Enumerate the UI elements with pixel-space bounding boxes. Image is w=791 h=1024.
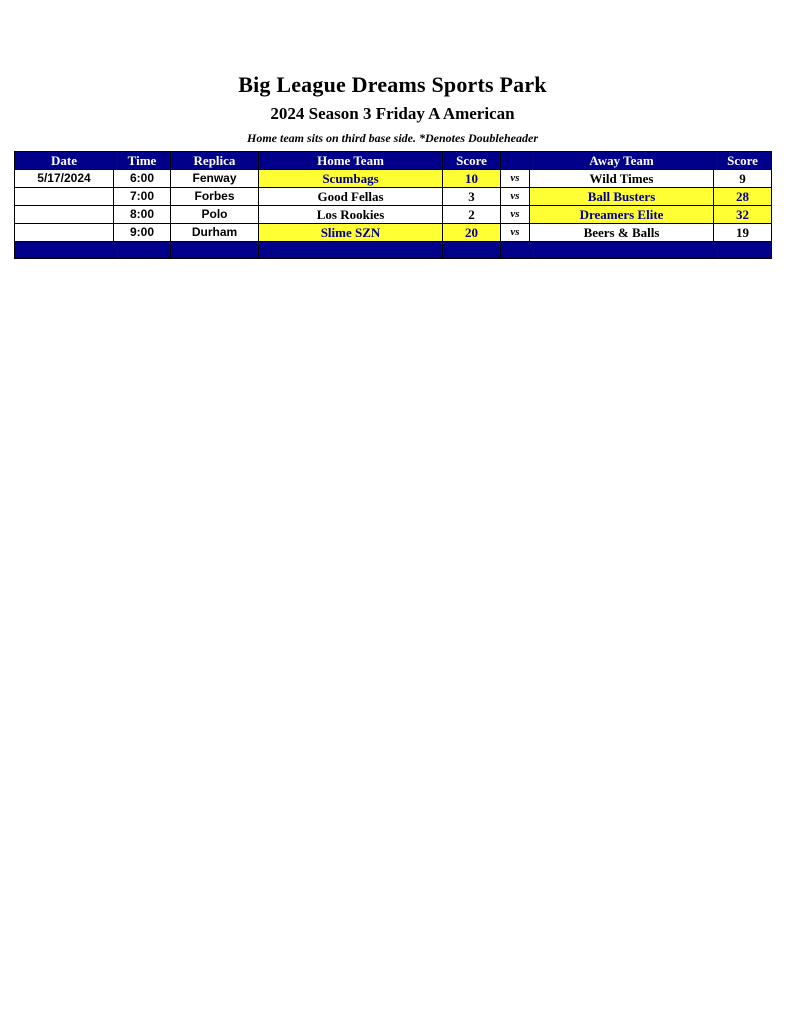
footer-cell [259, 242, 443, 259]
footer-cell [171, 242, 259, 259]
away-score: 32 [714, 206, 772, 224]
col-header-time: Time [114, 152, 171, 170]
col-header-date: Date [15, 152, 114, 170]
game-date: 5/17/2024 [15, 170, 114, 188]
page-subtitle: 2024 Season 3 Friday A American [270, 104, 515, 123]
home-score: 10 [443, 170, 501, 188]
col-header-home-score: Score [443, 152, 501, 170]
footer-cell [443, 242, 501, 259]
col-header-away-team: Away Team [530, 152, 714, 170]
table-row [15, 224, 772, 242]
away-score: 9 [714, 170, 772, 188]
away-team: Ball Busters [530, 188, 714, 206]
game-time: 6:00 [114, 170, 171, 188]
game-date [15, 224, 114, 242]
vs-label: vs [501, 170, 530, 188]
page-title: Big League Dreams Sports Park [238, 72, 547, 97]
home-score: 20 [443, 224, 501, 242]
home-team: Good Fellas [259, 188, 443, 206]
home-score: 2 [443, 206, 501, 224]
footer-cell [530, 242, 714, 259]
footer-cell [714, 242, 772, 259]
vs-label: vs [501, 188, 530, 206]
footer-cell [501, 242, 530, 259]
home-team: Slime SZN [259, 224, 443, 242]
schedule-table [14, 151, 772, 259]
game-replica: Fenway [171, 170, 259, 188]
game-date [15, 206, 114, 224]
away-team: Dreamers Elite [530, 206, 714, 224]
table-row [15, 188, 772, 206]
game-replica: Durham [171, 224, 259, 242]
game-time: 8:00 [114, 206, 171, 224]
vs-label: vs [501, 224, 530, 242]
away-score: 28 [714, 188, 772, 206]
home-score: 3 [443, 188, 501, 206]
game-replica: Forbes [171, 188, 259, 206]
away-score: 19 [714, 224, 772, 242]
table-row [15, 170, 772, 188]
footer-cell [114, 242, 171, 259]
col-header-vs [501, 152, 530, 170]
footer-cell [15, 242, 114, 259]
game-replica: Polo [171, 206, 259, 224]
col-header-replica: Replica [171, 152, 259, 170]
schedule-note: Home team sits on third base side. *Denotes Doubleheader [247, 131, 538, 145]
game-time: 9:00 [114, 224, 171, 242]
table-header-row [15, 152, 772, 170]
game-time: 7:00 [114, 188, 171, 206]
game-date [15, 188, 114, 206]
table-footer-row [15, 242, 772, 259]
away-team: Beers & Balls [530, 224, 714, 242]
col-header-home-team: Home Team [259, 152, 443, 170]
home-team: Los Rookies [259, 206, 443, 224]
col-header-away-score: Score [714, 152, 772, 170]
home-team: Scumbags [259, 170, 443, 188]
away-team: Wild Times [530, 170, 714, 188]
vs-label: vs [501, 206, 530, 224]
table-row [15, 206, 772, 224]
